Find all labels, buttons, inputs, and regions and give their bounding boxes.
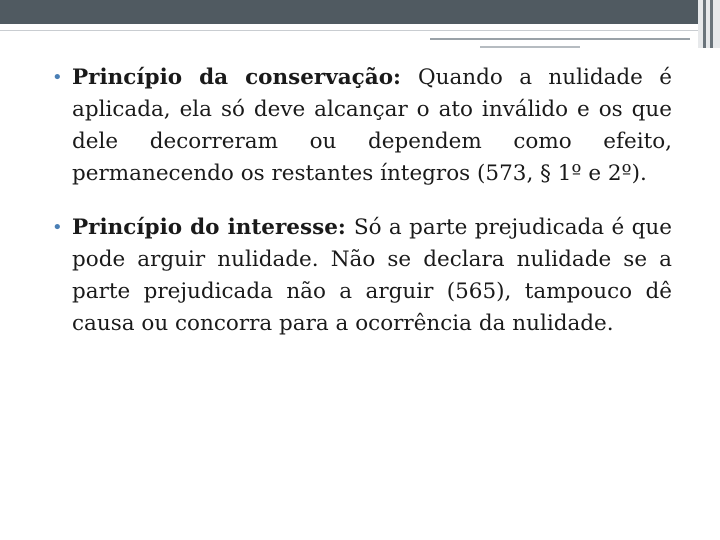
header-accent-line-short	[480, 46, 580, 48]
bullet-item	[52, 212, 672, 340]
bullet-marker: •	[52, 217, 63, 238]
corner-stripe	[703, 0, 706, 48]
bullet-term: Princípio da conservação:	[72, 65, 418, 90]
header-divider	[0, 30, 720, 31]
corner-decoration	[698, 0, 720, 48]
bullet-marker: •	[52, 67, 63, 88]
header-accent-line	[430, 38, 690, 40]
bullet-item	[52, 62, 672, 190]
bullet-term: Princípio do interesse:	[72, 215, 354, 240]
bullet-text: Quando a nulidade é aplicada, ela só deve alcançar o ato inválido e os que dele decorreram ou dependem como efeito, permanecendo os restantes íntegros (573, § 1º e 2º).	[72, 65, 672, 186]
bullet-text: Só a parte prejudicada é que pode arguir nulidade. Não se declara nulidade se a parte prejudicada não a arguir (565), tampouco dê causa ou concorra para a ocorrência da nulidade.	[72, 215, 672, 336]
header-band	[0, 0, 720, 24]
slide-content	[52, 62, 672, 362]
corner-stripe	[710, 0, 713, 48]
